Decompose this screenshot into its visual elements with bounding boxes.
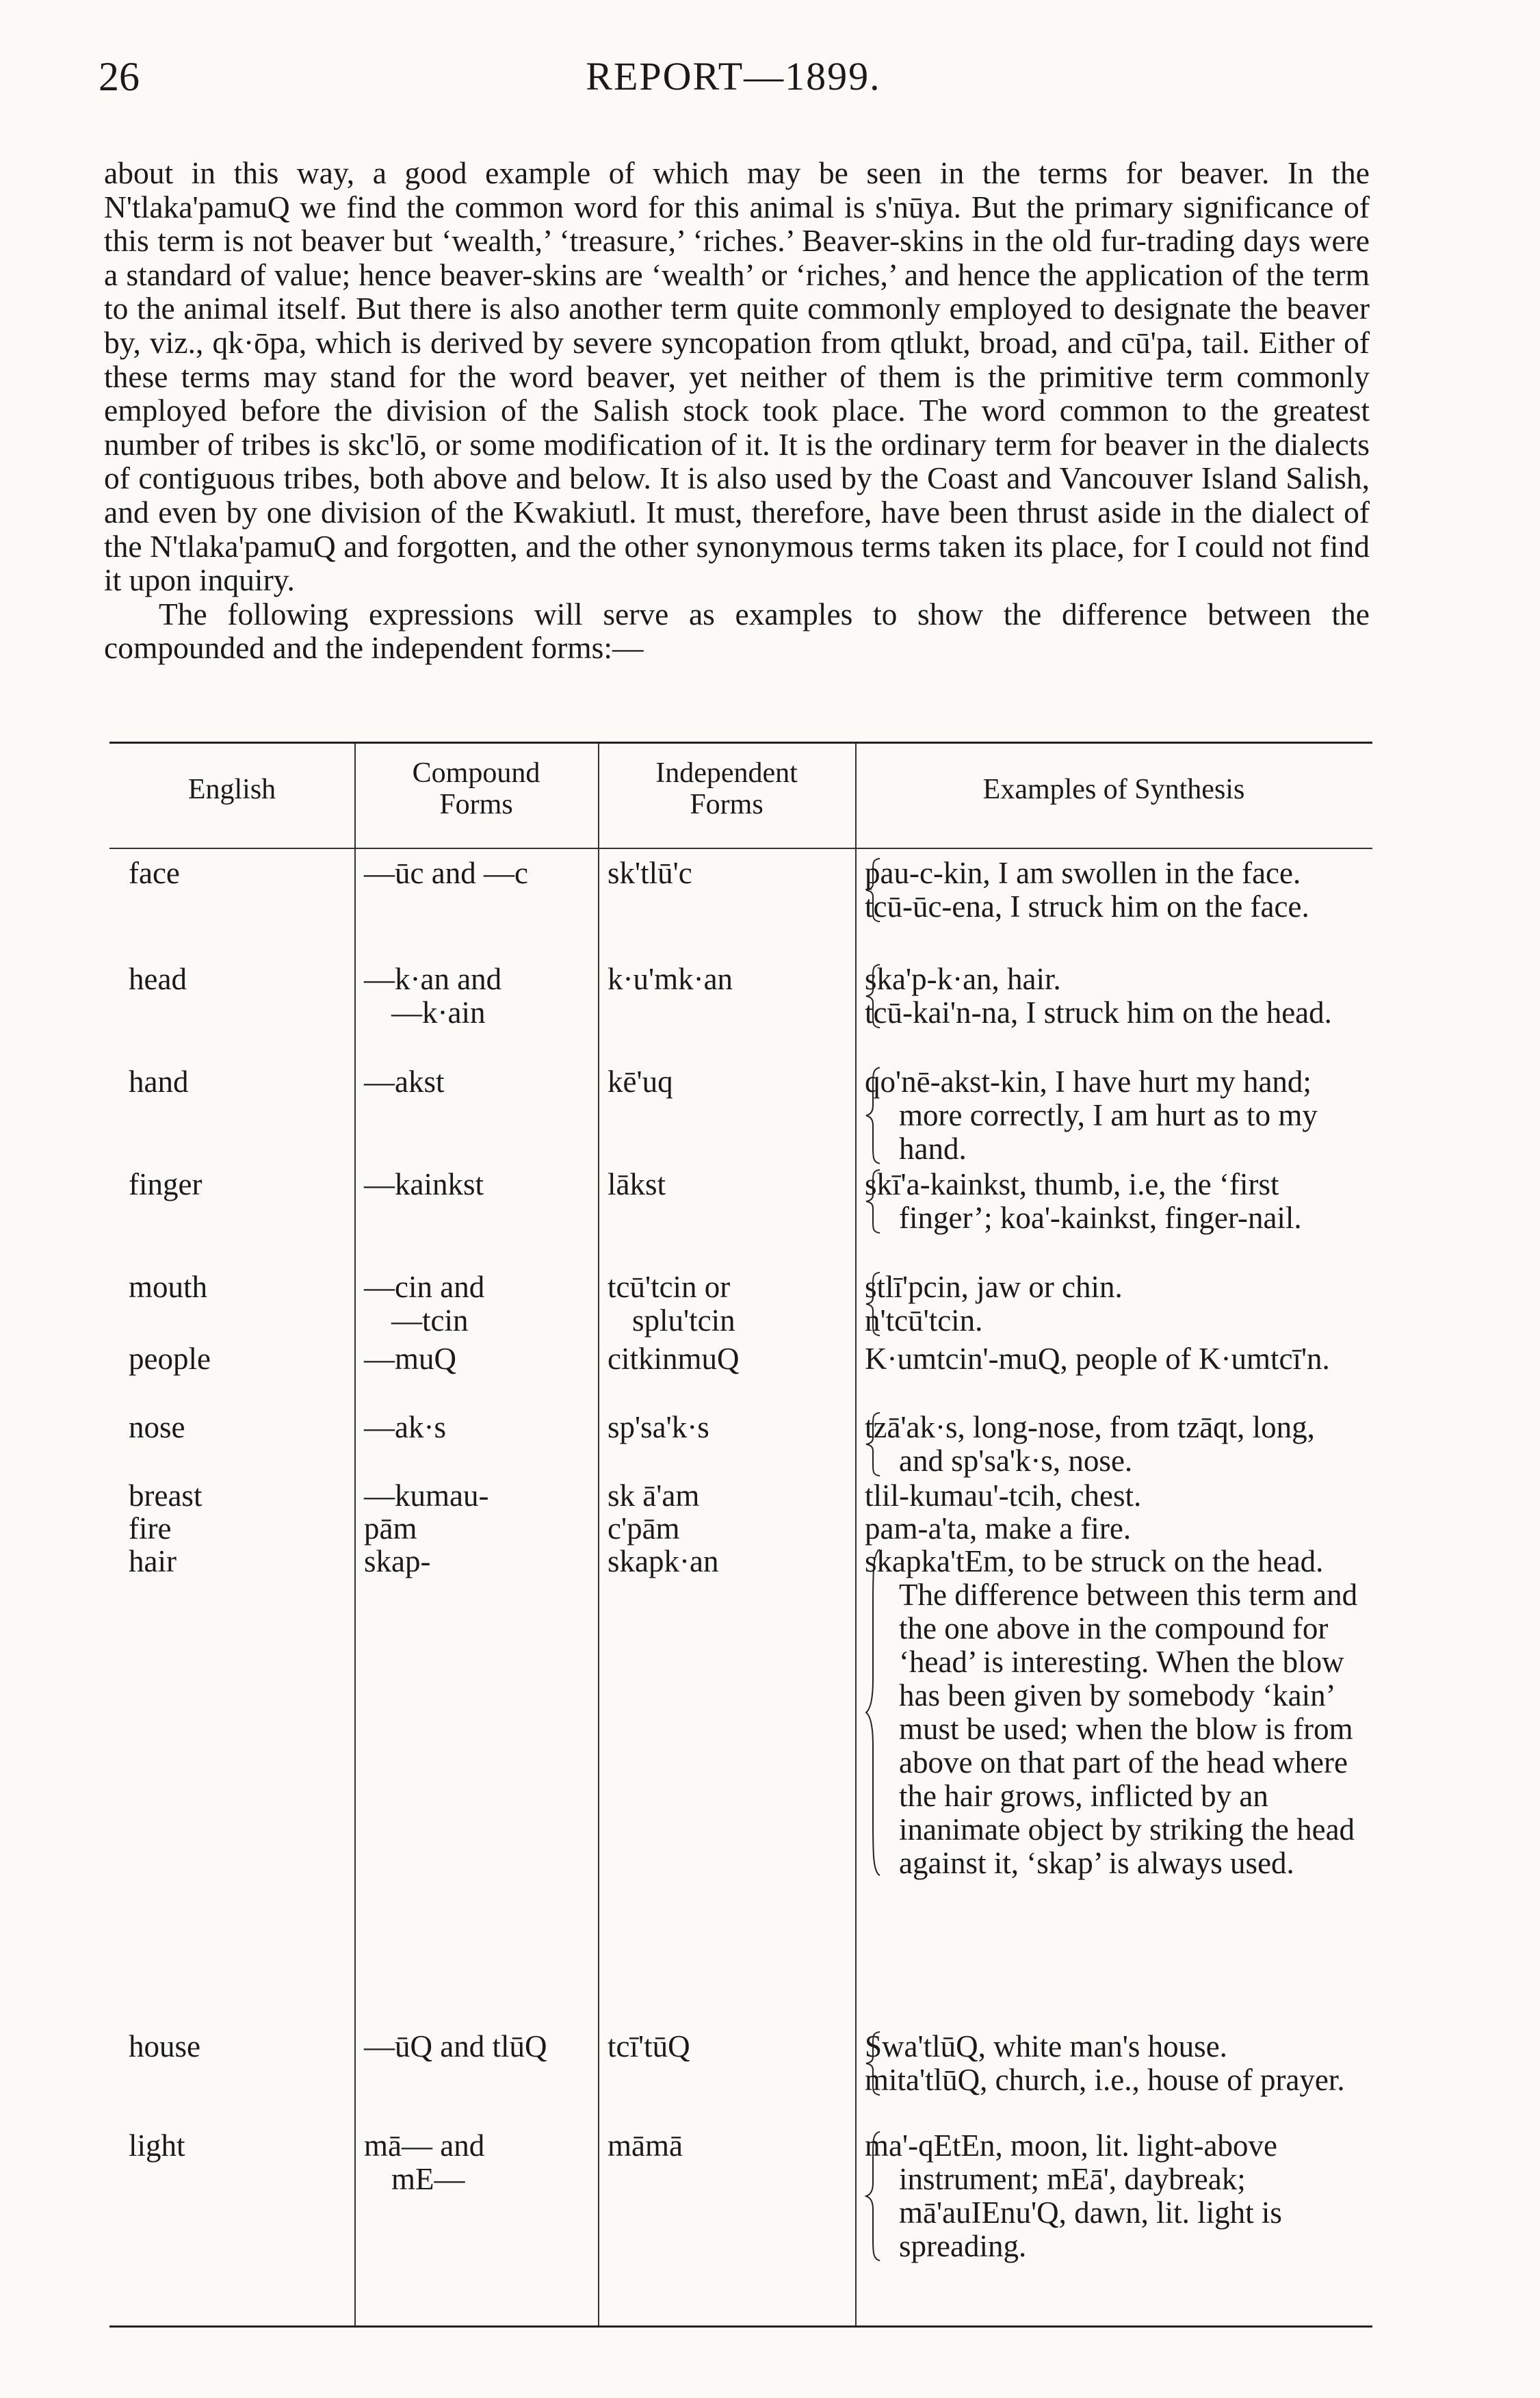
compound-cell xyxy=(364,2129,597,2196)
independent-cell xyxy=(608,1479,854,1513)
column-header-compound: Compound Forms xyxy=(412,757,540,820)
example-text: pam-a'ta, make a fire. xyxy=(865,1511,1132,1546)
independent-cell xyxy=(608,1270,854,1338)
brace-glyph xyxy=(865,1272,883,1336)
example-text: ska'p-k·an, hair. xyxy=(865,962,1061,996)
example-text: K·umtcin'-muQ, people of K·umtcī'n. xyxy=(865,1342,1330,1376)
brace-glyph xyxy=(865,1412,883,1476)
independent-cell xyxy=(608,1512,854,1546)
example-text: qo'nē-akst-kin, I have hurt my hand; more correctly, I am hurt as to my hand. xyxy=(865,1065,1318,1166)
table-row xyxy=(109,1342,1372,1411)
example-block xyxy=(865,2030,1364,2097)
example-text: stlī'pcin, jaw or chin. xyxy=(865,1270,1123,1304)
independent-cell xyxy=(608,1411,854,1444)
example-text: tcū-ūc-ena, I struck him on the face. xyxy=(865,889,1309,924)
examples-cell xyxy=(865,2129,1364,2263)
independent-form: kē'uq xyxy=(608,1065,673,1099)
examples-cell xyxy=(865,1479,1364,1513)
examples-cell xyxy=(865,1270,1364,1338)
independent-cell xyxy=(608,2129,854,2163)
english-term: mouth xyxy=(129,1270,208,1304)
english-term: people xyxy=(129,1342,211,1376)
table-row xyxy=(109,1270,1372,1339)
table-row xyxy=(109,963,1372,1065)
brace-glyph xyxy=(865,858,883,922)
example-block xyxy=(865,1065,1364,1166)
english-cell xyxy=(129,1479,354,1513)
compound-form: —kainkst xyxy=(364,1167,484,1201)
examples-cell xyxy=(865,963,1364,1030)
column-header-examples: Examples of Synthesis xyxy=(982,774,1245,805)
independent-cell xyxy=(608,857,854,890)
compound-cell xyxy=(364,1479,597,1513)
example-text: tcū-kai'n-na, I struck him on the head. xyxy=(865,995,1332,1030)
english-cell xyxy=(129,1545,354,1578)
example-block xyxy=(865,1411,1364,1478)
compound-form: —ak·s xyxy=(364,1410,446,1444)
independent-form: tcū'tcin or xyxy=(608,1270,731,1304)
page-number: 26 xyxy=(99,54,140,99)
table-row xyxy=(109,1411,1372,1479)
independent-form: c'pām xyxy=(608,1511,680,1546)
example-text: pau-c-kin, I am swollen in the face. xyxy=(865,856,1301,890)
compound-cell xyxy=(364,1545,597,1578)
english-cell xyxy=(129,1270,354,1304)
compound-cell xyxy=(364,1270,597,1338)
table-row xyxy=(109,1512,1372,1545)
body-text xyxy=(104,156,1370,665)
english-cell xyxy=(129,1512,354,1546)
independent-form: sk ā'am xyxy=(608,1478,700,1513)
independent-cell xyxy=(608,1545,854,1578)
brace-glyph xyxy=(865,1546,883,1879)
english-term: nose xyxy=(129,1410,185,1444)
examples-cell xyxy=(865,1342,1364,1376)
example-block xyxy=(865,1479,1364,1513)
compound-form: —ūc and —c xyxy=(364,856,528,890)
english-cell xyxy=(129,2030,354,2063)
independent-cell xyxy=(608,2030,854,2063)
example-text: tzā'ak·s, long-nose, from tzāqt, long, and sp'sa'k·s, nose. xyxy=(865,1410,1315,1478)
example-block xyxy=(865,2129,1364,2263)
independent-form: citkinmuQ xyxy=(608,1342,740,1376)
table-row xyxy=(109,2030,1372,2126)
paragraph: about in this way, a good example of which may be seen in the terms for beaver. In the N'tlaka'pamuQ we find the common word for this animal is s'nūya. But the primary significance of this term is not beaver but ‘wealth,’ ‘treasure,’ ‘riches.’ Beaver-skins in the old fur-trading days were a standard of value; hence beaver-skins are ‘wealth’ or ‘riches,’ and hence the application of the term to the animal itself. But there is also another term quite commonly employed to designate the beaver by, viz., qk·ōpa, which is derived by severe syncopation from qtlukt, broad, and cū'pa, tail. Either of these terms may stand for the word beaver, yet neither of them is the primitive term commonly employed before the division of the Salish stock took place. The word common to the greatest number of tribes is skc'lō, or some modification of it. It is the ordinary term for beaver in the dialects of contiguous tribes, both above and below. It is also used by the Coast and Vancouver Island Salish, and even by one division of the Kwakiutl. It must, therefore, have been thrust aside in the dialect of the N'tlaka'pamuQ and forgotten, and the other synonymous terms taken its place, for I could not find it upon inquiry. xyxy=(104,155,1370,598)
english-term: finger xyxy=(129,1167,203,1201)
examples-cell xyxy=(865,1065,1364,1166)
independent-form: splu'tcin xyxy=(632,1303,735,1338)
example-text: ma'-qEtEn, moon, lit. light-above instrument; mEā', daybreak; mā'auIEnu'Q, dawn, lit. light is spreading. xyxy=(865,2128,1282,2263)
independent-form: skapk·an xyxy=(608,1544,719,1578)
example-text: skapka'tEm, to be struck on the head. The difference between this term and the one above in the compound for ‘head’ is interesting. When the blow has been given by somebody ‘kain’ must be used; when the blow is from above on that part of the head where the hair grows, inflicted by an inanimate object by striking the head against it, ‘skap’ is always used. xyxy=(865,1544,1358,1880)
example-text: tlil-kumau'-tcih, chest. xyxy=(865,1478,1142,1513)
compound-cell xyxy=(364,857,597,890)
compound-form: —tcin xyxy=(391,1303,469,1338)
example-text: n'tcū'tcin. xyxy=(865,1303,983,1338)
running-head: REPORT—1899. xyxy=(586,54,881,99)
table-row xyxy=(109,1168,1372,1270)
example-block xyxy=(865,963,1364,1030)
english-term: hand xyxy=(129,1065,189,1099)
brace-glyph xyxy=(865,1169,883,1234)
compound-form: pām xyxy=(364,1511,417,1546)
compound-form: mE— xyxy=(391,2162,465,2196)
english-term: house xyxy=(129,2029,200,2063)
brace-glyph xyxy=(865,1067,883,1164)
english-cell xyxy=(129,1342,354,1376)
example-block xyxy=(865,1270,1364,1338)
english-term: hair xyxy=(129,1544,177,1578)
example-block xyxy=(865,857,1364,924)
compound-cell xyxy=(364,1065,597,1099)
compound-form: —muQ xyxy=(364,1342,456,1376)
compound-form: —k·ain xyxy=(391,995,486,1030)
independent-form: k·u'mk·an xyxy=(608,962,733,996)
examples-cell xyxy=(865,1411,1364,1478)
paragraph: The following expressions will serve as examples to show the difference between the compounded and the independent forms:— xyxy=(104,596,1370,666)
independent-form: māmā xyxy=(608,2128,683,2163)
table-row xyxy=(109,1545,1372,2024)
brace-glyph xyxy=(865,964,883,1028)
english-term: fire xyxy=(129,1511,172,1546)
english-term: head xyxy=(129,962,187,996)
example-block xyxy=(865,1545,1364,1880)
brace-glyph xyxy=(865,2031,883,2096)
compound-form: skap- xyxy=(364,1544,431,1578)
header-rule xyxy=(109,848,1372,849)
example-block xyxy=(865,1342,1364,1376)
english-term: face xyxy=(129,856,180,890)
compound-cell xyxy=(364,1168,597,1201)
english-term: light xyxy=(129,2128,185,2163)
example-block xyxy=(865,1512,1364,1546)
independent-cell xyxy=(608,1342,854,1376)
english-cell xyxy=(129,963,354,996)
independent-form: tcī'tūQ xyxy=(608,2029,690,2063)
table-row xyxy=(109,1065,1372,1168)
table-row xyxy=(109,1479,1372,1512)
independent-cell xyxy=(608,1065,854,1099)
compound-form: mā— and xyxy=(364,2128,485,2163)
example-text: Swa'tlūQ, white man's house. xyxy=(865,2029,1227,2063)
examples-cell xyxy=(865,1545,1364,1880)
compound-form: —cin and xyxy=(364,1270,485,1304)
independent-form: sk'tlū'c xyxy=(608,856,692,890)
english-term: breast xyxy=(129,1478,203,1513)
english-cell xyxy=(129,1065,354,1099)
examples-cell xyxy=(865,857,1364,924)
table-row xyxy=(109,2129,1372,2300)
independent-cell xyxy=(608,963,854,996)
examples-cell xyxy=(865,1168,1364,1235)
compound-form: —k·an and xyxy=(364,962,502,996)
examples-cell xyxy=(865,2030,1364,2097)
compound-form: —akst xyxy=(364,1065,445,1099)
compound-cell xyxy=(364,963,597,1030)
column-header-english: English xyxy=(187,774,276,805)
column-header-independent: Independent Forms xyxy=(655,757,798,820)
independent-cell xyxy=(608,1168,854,1201)
example-text: mita'tlūQ, church, i.e., house of prayer. xyxy=(865,2063,1345,2097)
synthesis-table xyxy=(109,742,1372,2328)
independent-form: sp'sa'k·s xyxy=(608,1410,709,1444)
table-row xyxy=(109,857,1372,959)
independent-form: lākst xyxy=(608,1167,666,1201)
english-cell xyxy=(129,1168,354,1201)
compound-form: —ūQ and tlūQ xyxy=(364,2029,547,2063)
compound-cell xyxy=(364,2030,597,2063)
english-cell xyxy=(129,1411,354,1444)
compound-cell xyxy=(364,1512,597,1546)
example-block xyxy=(865,1168,1364,1235)
compound-cell xyxy=(364,1411,597,1444)
english-cell xyxy=(129,857,354,890)
examples-cell xyxy=(865,1512,1364,1546)
english-cell xyxy=(129,2129,354,2163)
brace-glyph xyxy=(865,2130,883,2262)
compound-cell xyxy=(364,1342,597,1376)
example-text: skī'a-kainkst, thumb, i.e, the ‘first finger’; koa'-kainkst, finger-nail. xyxy=(865,1167,1302,1235)
compound-form: —kumau- xyxy=(364,1478,489,1513)
page-header xyxy=(99,53,1368,115)
